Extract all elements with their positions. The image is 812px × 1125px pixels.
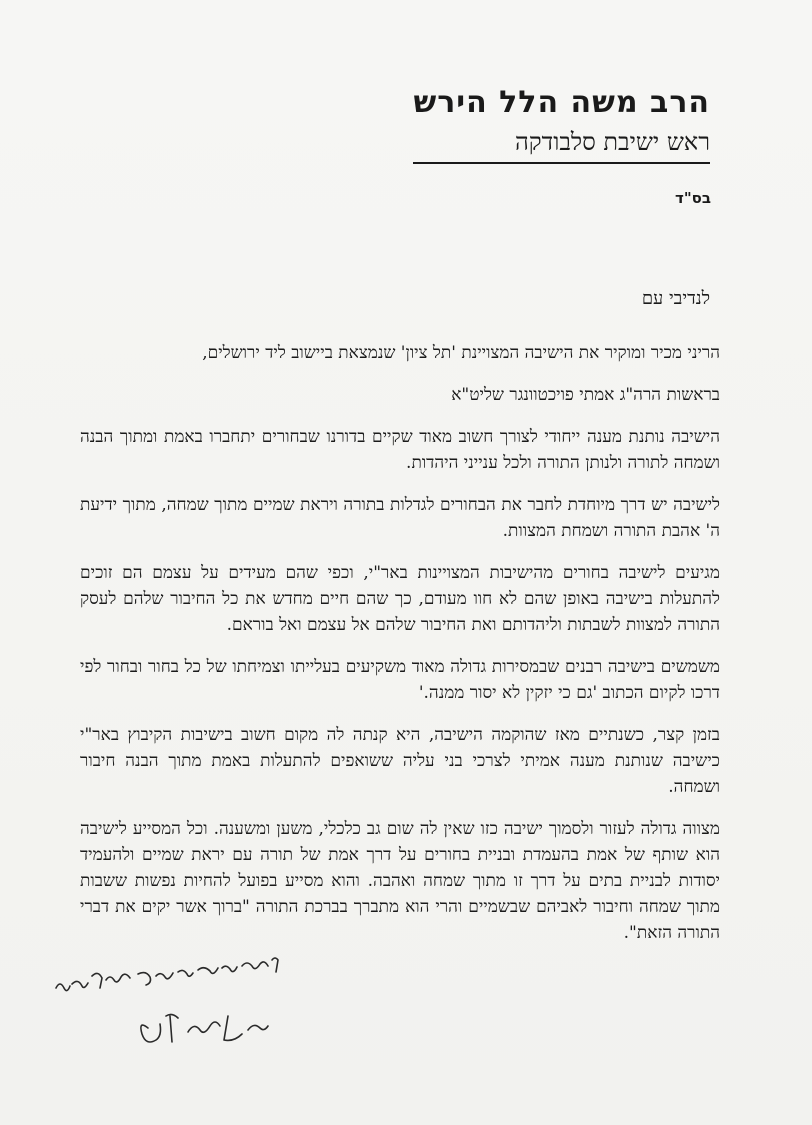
rabbi-name: הרב משה הלל הירש bbox=[413, 85, 710, 120]
paragraph: מגיעים לישיבה בחורים מהישיבות המצויינות באר"י, וכפי שהם מעידים על עצמם הם זוכים להתעלות בישיבה באופן שהם לא חוו מעודם, כך שהם חיים מחדש את כל החיבור שלהם לעסק התורה למצוות לשבתות וליהדותם ואת החיבור שלהם אל עצמם ואל בוראם. bbox=[80, 563, 720, 635]
greeting: לנדיבי עם bbox=[641, 288, 710, 309]
letter-body bbox=[80, 340, 720, 962]
paragraph: בראשות הרה"ג אמתי פויכטוונגר שליט"א bbox=[451, 385, 720, 405]
paragraph: בזמן קצר, כשנתיים מאז שהוקמה הישיבה, היא קנתה לה מקום חשוב בישיבות הקיבוץ באר"י כישיבה שנותנת מענה אמיתי לצרכי בני עליה ששואפים להתעלות באמת מתוך הבנה חיבור ושמחה. bbox=[80, 725, 720, 797]
yeshiva-title: ראש ישיבת סלבודקה bbox=[413, 128, 710, 164]
paragraph: הישיבה נותנת מענה ייחודי לצורך חשוב מאוד שקיים בדורנו שבחורים יתחברו באמת ומתוך הבנה ושמחה לתורה ולנותן התורה ולכל ענייני היהדות. bbox=[80, 427, 720, 473]
letterhead bbox=[413, 86, 710, 164]
paragraph: משמשים בישיבה רבנים שבמסירות גדולה מאוד משקיעים בעלייתו וצמיחתו של כל בחור ובחור לפי דרכו לקיום הכתוב 'גם כי יזקין לא יסור ממנה.' bbox=[80, 657, 720, 703]
paragraph: הריני מכיר ומוקיר את הישיבה המצויינת 'תל ציון' שנמצאת ביישוב ליד ירושלים, bbox=[202, 343, 720, 363]
bsd-mark: בס"ד bbox=[675, 189, 711, 207]
paragraph: לישיבה יש דרך מיוחדת לחבר את הבחורים לגדלות בתורה ויראת שמיים מתוך שמחה, מתוך ידיעת ה' אהבת התורה ושמחת המצוות. bbox=[80, 495, 720, 541]
paragraph: מצווה גדולה לעזור ולסמוך ישיבה כזו שאין לה שום גב כלכלי, משען ומשענה. וכל המסייע לישיבה הוא שותף של אמת בהעמדת ובניית בחורים על דרך אמת של תורה עם יראת שמיים ולהעמיד יסודות לבניית בתים על דרך זו מתוך שמחה ואהבה. והוא מסייע בפועל להחיות נפשות ששבות מתוך שמחה וחיבור לאביהם שבשמיים והרי הוא מתברך בברכת התורה "ברוך אשר יקים את דברי התורה הזאת". bbox=[80, 819, 720, 943]
handwritten-signature bbox=[48, 946, 288, 1056]
